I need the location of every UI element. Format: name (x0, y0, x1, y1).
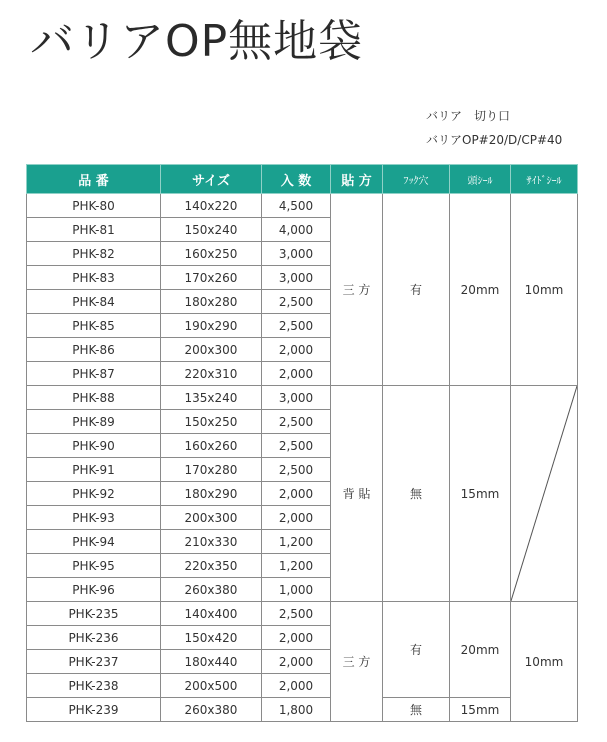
product-code: PHK-94 (27, 530, 161, 554)
product-size: 170x280 (161, 458, 262, 482)
product-size: 220x310 (161, 362, 262, 386)
hook-hole: 無 (383, 386, 450, 602)
side-seal-not-applicable (511, 386, 578, 602)
product-code: PHK-80 (27, 194, 161, 218)
header-code: 品 番 (27, 165, 161, 194)
product-qty: 2,500 (262, 458, 331, 482)
table-row (27, 386, 578, 410)
header-qty: 入 数 (262, 165, 331, 194)
product-qty: 3,000 (262, 242, 331, 266)
product-size: 135x240 (161, 386, 262, 410)
product-code: PHK-82 (27, 242, 161, 266)
product-size: 160x260 (161, 434, 262, 458)
product-qty: 2,500 (262, 290, 331, 314)
product-qty: 2,000 (262, 506, 331, 530)
product-code: PHK-238 (27, 674, 161, 698)
product-code: PHK-86 (27, 338, 161, 362)
side-seal: 10mm (511, 194, 578, 386)
product-qty: 2,000 (262, 362, 331, 386)
product-size: 180x290 (161, 482, 262, 506)
hook-hole: 無 (383, 698, 450, 722)
table-row (27, 194, 578, 218)
header-side-seal: ｻｲﾄﾞｼｰﾙ (511, 165, 578, 194)
product-code: PHK-83 (27, 266, 161, 290)
head-seal: 15mm (450, 698, 511, 722)
diagonal-slash (511, 386, 577, 601)
product-qty: 1,200 (262, 554, 331, 578)
product-code: PHK-87 (27, 362, 161, 386)
table-row (27, 602, 578, 626)
seal-type: 背 貼 (331, 386, 383, 602)
product-qty: 2,500 (262, 434, 331, 458)
material-spec: バリアOP#20/D/CP#40 (426, 133, 563, 147)
product-size: 140x220 (161, 194, 262, 218)
header-hook: ﾌｯｸ穴 (383, 165, 450, 194)
product-code: PHK-85 (27, 314, 161, 338)
product-size: 150x250 (161, 410, 262, 434)
product-qty: 2,000 (262, 674, 331, 698)
product-size: 200x500 (161, 674, 262, 698)
product-size: 170x260 (161, 266, 262, 290)
product-code: PHK-88 (27, 386, 161, 410)
product-qty: 2,000 (262, 650, 331, 674)
head-seal: 20mm (450, 194, 511, 386)
product-size: 200x300 (161, 506, 262, 530)
product-qty: 4,500 (262, 194, 331, 218)
product-code: PHK-81 (27, 218, 161, 242)
product-code: PHK-92 (27, 482, 161, 506)
product-size: 180x440 (161, 650, 262, 674)
table-row (27, 698, 578, 722)
product-code: PHK-91 (27, 458, 161, 482)
product-qty: 2,000 (262, 338, 331, 362)
product-qty: 2,000 (262, 626, 331, 650)
head-seal: 15mm (450, 386, 511, 602)
product-code: PHK-235 (27, 602, 161, 626)
product-size: 150x420 (161, 626, 262, 650)
product-qty: 1,800 (262, 698, 331, 722)
product-size: 200x300 (161, 338, 262, 362)
product-spec-table (26, 164, 578, 722)
product-size: 220x350 (161, 554, 262, 578)
hook-hole: 有 (383, 602, 450, 698)
product-qty: 1,200 (262, 530, 331, 554)
product-size: 210x330 (161, 530, 262, 554)
product-code: PHK-89 (27, 410, 161, 434)
seal-type: 三 方 (331, 602, 383, 722)
product-size: 180x280 (161, 290, 262, 314)
product-size: 140x400 (161, 602, 262, 626)
seal-type: 三 方 (331, 194, 383, 386)
product-qty: 2,000 (262, 482, 331, 506)
product-code: PHK-95 (27, 554, 161, 578)
product-qty: 2,500 (262, 410, 331, 434)
product-code: PHK-239 (27, 698, 161, 722)
hook-hole: 有 (383, 194, 450, 386)
product-code: PHK-90 (27, 434, 161, 458)
product-code: PHK-236 (27, 626, 161, 650)
product-size: 190x290 (161, 314, 262, 338)
page-title: バリアOP無地袋 (30, 16, 364, 67)
header-size: サイズ (161, 165, 262, 194)
product-qty: 3,000 (262, 266, 331, 290)
product-qty: 2,500 (262, 602, 331, 626)
side-seal: 10mm (511, 602, 578, 722)
product-code: PHK-93 (27, 506, 161, 530)
product-qty: 2,500 (262, 314, 331, 338)
head-seal: 20mm (450, 602, 511, 698)
header-head-seal: 頭ｼｰﾙ (450, 165, 511, 194)
product-size: 160x250 (161, 242, 262, 266)
product-code: PHK-96 (27, 578, 161, 602)
product-size: 260x380 (161, 578, 262, 602)
product-qty: 3,000 (262, 386, 331, 410)
product-code: PHK-237 (27, 650, 161, 674)
material-label: バリア 切り口 (426, 109, 511, 123)
header-seal: 貼 方 (331, 165, 383, 194)
table-header-row (27, 165, 578, 194)
product-code: PHK-84 (27, 290, 161, 314)
product-size: 150x240 (161, 218, 262, 242)
product-qty: 1,000 (262, 578, 331, 602)
product-qty: 4,000 (262, 218, 331, 242)
product-size: 260x380 (161, 698, 262, 722)
